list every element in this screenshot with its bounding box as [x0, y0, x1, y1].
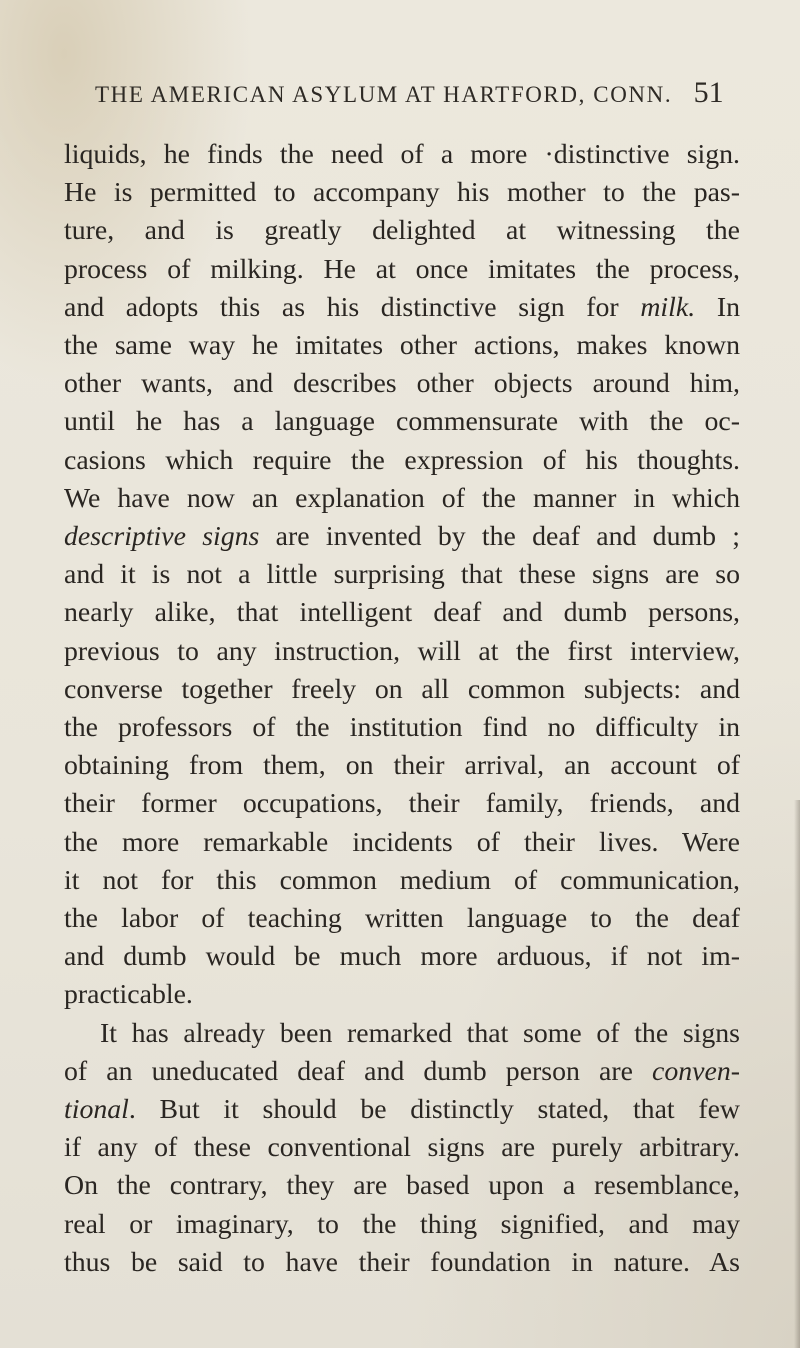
running-header [95, 76, 735, 110]
text-line [64, 1091, 740, 1129]
page-number: 51 [693, 76, 724, 109]
text-line: nearly alike, that intelligent deaf and dumb persons, [64, 597, 740, 629]
body-text [64, 136, 740, 1282]
running-title: THE AMERICAN ASYLUM AT HARTFORD, CONN. [95, 82, 673, 107]
italic-descriptive-signs: descriptive signs [64, 521, 260, 553]
text-line: thus be said to have their foundation in nature. As [64, 1246, 740, 1278]
text-segment: . But it should be distinctly stated, that few [128, 1094, 740, 1126]
text-line: and dumb would be much more arduous, if not im- [64, 941, 740, 973]
italic-tional: tional [64, 1094, 129, 1126]
text-line: On the contrary, they are based upon a resemblance, [64, 1170, 740, 1202]
text-line: casions which require the expression of his thoughts. [64, 444, 740, 476]
text-segment: of an uneducated deaf and dumb person are [64, 1055, 653, 1087]
text-line [64, 289, 740, 327]
italic-milk: milk. [640, 291, 696, 323]
text-line: until he has a language commensurate with the oc- [64, 406, 740, 438]
text-line: the labor of teaching written language to the deaf [64, 903, 740, 935]
text-line: He is permitted to accompany his mother to the pas- [64, 177, 740, 209]
text-line: real or imaginary, to the thing signified, and may [64, 1208, 740, 1240]
text-line: and it is not a little surprising that these signs are so [64, 559, 740, 591]
text-line: ture, and is greatly delighted at witnessing the [64, 215, 740, 247]
text-segment: and adopts this as his distinctive sign for [64, 291, 641, 323]
text-segment: In [695, 291, 740, 323]
text-line: obtaining from them, on their arrival, an account of [64, 750, 740, 782]
text-line: it not for this common medium of communication, [64, 864, 740, 896]
text-line: if any of these conventional signs are purely arbitrary. [64, 1132, 740, 1164]
page-edge-shadow [794, 800, 800, 1348]
text-line: converse together freely on all common subjects: and [64, 673, 740, 705]
text-line: process of milking. He at once imitates the process, [64, 253, 740, 285]
text-line: liquids, he finds the need of a more ·distinctive sign. [64, 139, 740, 170]
text-line: previous to any instruction, will at the first interview, [64, 635, 740, 667]
text-line [64, 518, 740, 556]
italic-conven: conven- [652, 1055, 740, 1087]
text-segment: are invented by the deaf and dumb ; [259, 521, 740, 553]
text-line: the more remarkable incidents of their lives. Were [64, 826, 740, 858]
text-line [64, 1053, 740, 1091]
text-line: We have now an explanation of the manner in which [64, 482, 740, 514]
text-line: the same way he imitates other actions, makes known [64, 330, 740, 362]
text-line: their former occupations, their family, friends, and [64, 788, 740, 820]
text-line: practicable. [64, 979, 193, 1011]
text-line: the professors of the institution find no difficulty in [64, 712, 740, 744]
text-line: It has already been remarked that some of the signs [100, 1017, 740, 1049]
text-line: other wants, and describes other objects around him, [64, 368, 740, 400]
